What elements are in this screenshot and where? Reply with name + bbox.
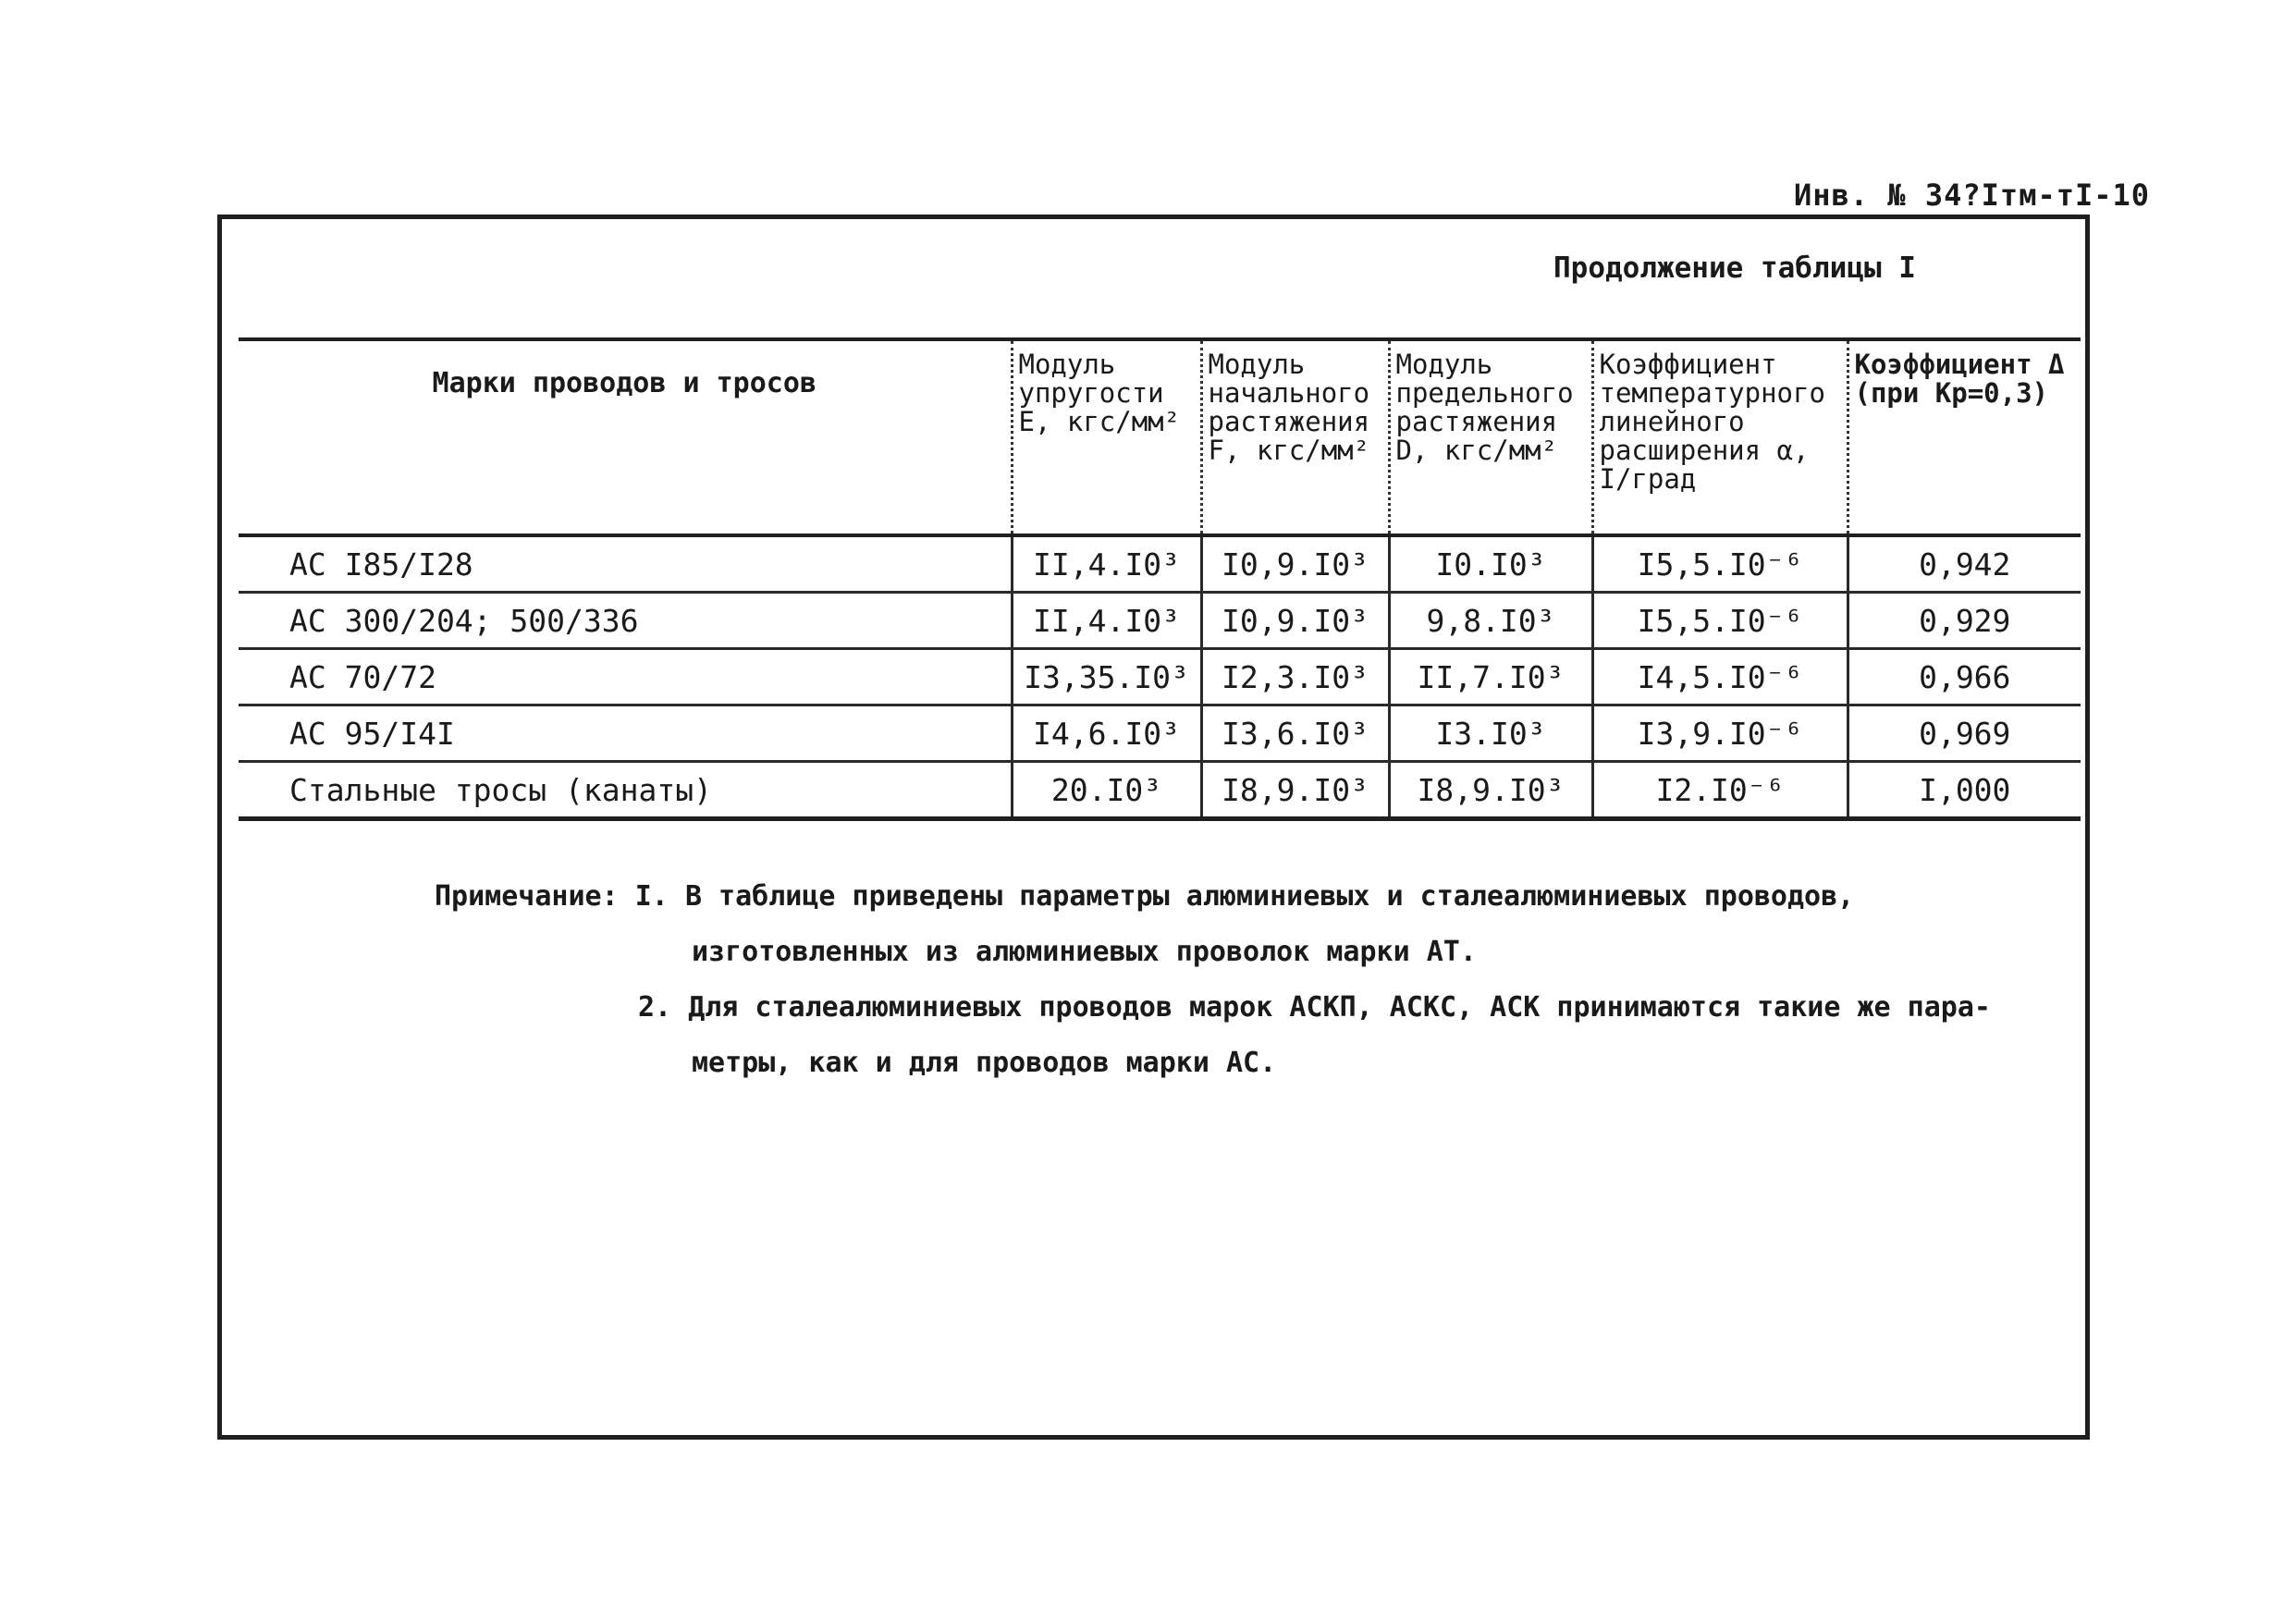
cell-ultimate-modulus: I8,9.I0³: [1389, 762, 1592, 819]
cell-delta-coefficient: 0,942: [1848, 535, 2081, 593]
cell-wire-brand: АС 300/204; 500/336: [239, 593, 1012, 649]
notes-label: Примечание:: [435, 880, 619, 913]
cell-thermal-coefficient: I2.I0⁻⁶: [1592, 762, 1848, 819]
cell-delta-coefficient: 0,929: [1848, 593, 2081, 649]
table-row: [239, 649, 2081, 705]
cell-delta-coefficient: I,000: [1848, 762, 2081, 819]
notes-block: [435, 869, 1991, 1091]
note-2-line-2: [435, 1036, 1991, 1091]
table-row: [239, 535, 2081, 593]
col-header-delta-coefficient: Коэффициент Δ (при Kр=0,3): [1848, 339, 2081, 535]
note-2-text-2: метры, как и для проводов марки АС.: [692, 1047, 1277, 1079]
cell-wire-brand: АС 95/I4I: [239, 705, 1012, 762]
table-row: [239, 593, 2081, 649]
cell-wire-brand: АС I85/I28: [239, 535, 1012, 593]
cell-elastic-modulus: I3,35.I0³: [1012, 649, 1201, 705]
cell-ultimate-modulus: 9,8.I0³: [1389, 593, 1592, 649]
cell-ultimate-modulus: I3.I0³: [1389, 705, 1592, 762]
table-caption: Продолжение таблицы I: [1553, 251, 1916, 285]
note-2-line-1: [435, 980, 1991, 1036]
cell-elastic-modulus: II,4.I0³: [1012, 593, 1201, 649]
cell-elastic-modulus: II,4.I0³: [1012, 535, 1201, 593]
note-1-line-2: [435, 925, 1991, 980]
cell-wire-brand: Стальные тросы (канаты): [239, 762, 1012, 819]
note-1-line-1: [435, 869, 1991, 925]
cell-ultimate-modulus: I0.I0³: [1389, 535, 1592, 593]
cell-wire-brand: АС 70/72: [239, 649, 1012, 705]
note-2-number: 2.: [638, 991, 672, 1024]
cell-delta-coefficient: 0,969: [1848, 705, 2081, 762]
cell-initial-modulus: I3,6.I0³: [1201, 705, 1389, 762]
table-row: [239, 762, 2081, 819]
cell-thermal-coefficient: I3,9.I0⁻⁶: [1592, 705, 1848, 762]
cell-elastic-modulus: 20.I0³: [1012, 762, 1201, 819]
cell-delta-coefficient: 0,966: [1848, 649, 2081, 705]
cell-thermal-coefficient: I5,5.I0⁻⁶: [1592, 593, 1848, 649]
inventory-number: Инв. № 34?Iтм-тI-10: [1794, 178, 2151, 213]
cell-initial-modulus: I2,3.I0³: [1201, 649, 1389, 705]
note-2-text-1: Для сталеалюминиевых проводов марок АСКП, АСКС, АСК принимаются такие же пара-: [688, 991, 1991, 1024]
cell-thermal-coefficient: I5,5.I0⁻⁶: [1592, 535, 1848, 593]
col-header-thermal-coefficient: Коэффициент температурного линейного расширения α, I/град: [1592, 339, 1848, 535]
cell-elastic-modulus: I4,6.I0³: [1012, 705, 1201, 762]
table-header-row: [239, 339, 2081, 535]
cell-thermal-coefficient: I4,5.I0⁻⁶: [1592, 649, 1848, 705]
cell-initial-modulus: I0,9.I0³: [1201, 593, 1389, 649]
col-header-wire-brand: Марки проводов и тросов: [239, 339, 1012, 535]
col-header-elastic-modulus: Модуль упругости E, кгс/мм²: [1012, 339, 1201, 535]
col-header-ultimate-modulus: Модуль предельного растяжения D, кгс/мм²: [1389, 339, 1592, 535]
note-1-text-2: изготовленных из алюминиевых проволок марки АТ.: [692, 936, 1477, 968]
parameters-table: [239, 337, 2081, 821]
table-row: [239, 705, 2081, 762]
col-header-initial-modulus: Модуль начального растяжения F, кгс/мм²: [1201, 339, 1389, 535]
note-1-number: I.: [634, 880, 669, 913]
note-1-text-1: В таблице приведены параметры алюминиевых и сталеалюминиевых проводов,: [684, 880, 1855, 913]
cell-initial-modulus: I8,9.I0³: [1201, 762, 1389, 819]
cell-ultimate-modulus: II,7.I0³: [1389, 649, 1592, 705]
cell-initial-modulus: I0,9.I0³: [1201, 535, 1389, 593]
